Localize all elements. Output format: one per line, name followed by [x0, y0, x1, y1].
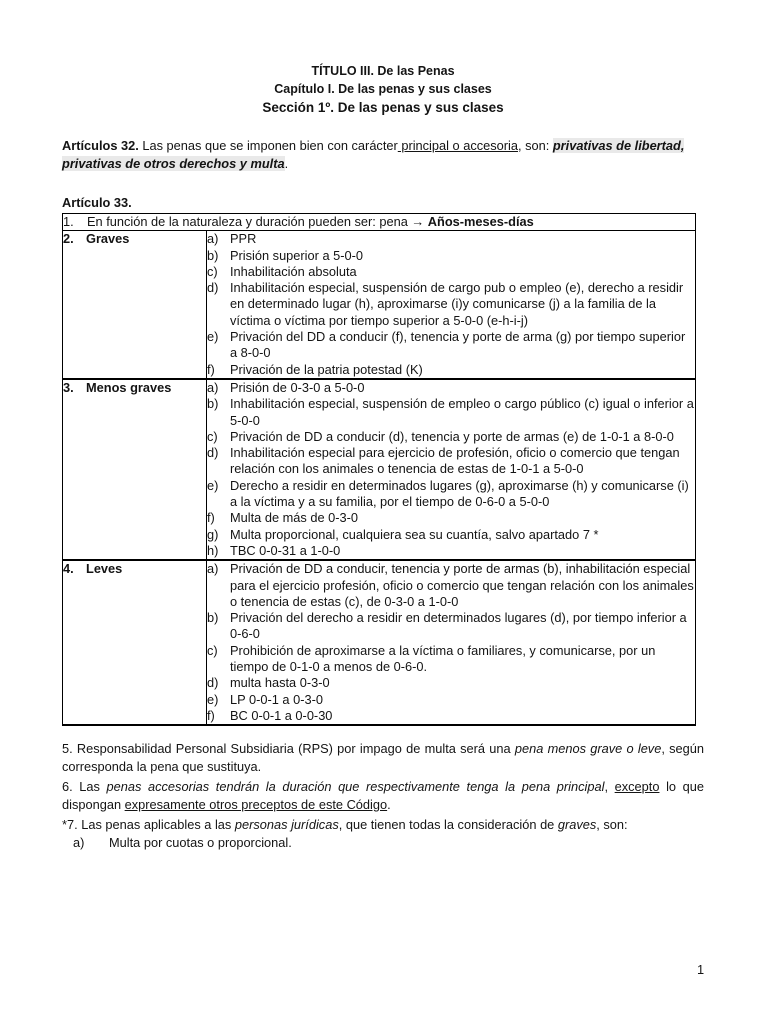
penalties-list [207, 231, 696, 379]
note-7-italic-graves: graves [557, 817, 597, 833]
note-5-italic: pena menos grave o leve [514, 741, 662, 757]
list-item [207, 561, 695, 610]
item-text: Inhabilitación especial, suspensión de cargo pub o empleo (e), derecho a residir en determinado lugar (h), aproximarse (i)y comunicarse (j) a la familia de la víctima o víctima por tiempo superior a 5-0-0 (e-h-i-j) [230, 280, 684, 328]
item-text: Prisión de 0-3-0 a 5-0-0 [230, 379, 365, 395]
list-item [207, 610, 695, 643]
article-32-emphasis: privativas de libertad, privativas de otros derechos y multa [62, 138, 685, 171]
note-6-text-2: , [604, 779, 615, 795]
list-item [207, 231, 695, 247]
category-label: Menos graves [86, 379, 172, 395]
item-marker: c) [207, 263, 218, 279]
list-item [207, 643, 695, 676]
list-item [207, 380, 695, 396]
category-number: 2. [63, 231, 74, 247]
list-item [207, 675, 695, 691]
list-item [207, 396, 695, 429]
table-row-graves [63, 231, 696, 379]
item-text: BC 0-0-1 a 0-0-30 [230, 707, 333, 723]
item-text: Privación del DD a conducir (f), tenencia y porte de arma (g) por tiempo superior a 8-0-0 [230, 329, 686, 361]
article-32-underlined: principal o accesoria [397, 138, 518, 153]
note-6-text-3: lo que dispongan [62, 779, 704, 813]
item-marker: d) [207, 675, 219, 691]
intro-text: En función de la naturaleza y duración pueden ser: pena → [87, 214, 428, 229]
category-cell [63, 379, 207, 560]
item-marker: b) [207, 610, 219, 626]
item-marker: b) [207, 247, 219, 263]
note-5-text: Responsabilidad Personal Subsidiaria (RPS) por impago de multa será una [72, 741, 515, 757]
table-row-menos-graves [63, 379, 696, 560]
list-item [207, 329, 695, 362]
item-text: Derecho a residir en determinados lugares (g), aproximarse (h) y comunicarse (i) a la víctima y a su familia, por el tiempo de 0-6-0 a 5-0-0 [230, 477, 689, 510]
item-text: Inhabilitación especial para ejercicio de profesión, oficio o comercio que tengan relación con los animales o tenencia de estas de 1-0-1 a 5-0-0 [230, 445, 680, 477]
chapter-heading: Capítulo I. De las penas y sus clases [274, 82, 492, 96]
page-content [62, 62, 704, 852]
item-text: PPR [230, 231, 257, 247]
penalties-table [62, 213, 696, 726]
penalties-list [207, 560, 696, 725]
item-text: multa hasta 0-3-0 [230, 675, 330, 691]
item-marker: f) [207, 510, 215, 526]
article-32-text-mid: , son: [517, 138, 553, 153]
article-33-label: Artículo 33. [62, 195, 132, 210]
note-5-text-after: , según corresponda la pena que sustituya. [62, 741, 704, 775]
item-marker: e) [207, 329, 219, 345]
category-label: Graves [86, 231, 130, 247]
note-6-underlined-excepto: excepto [614, 779, 660, 795]
item-text: Multa de más de 0-3-0 [230, 510, 359, 526]
note-6-italic: penas accesorias tendrán la duración que respectivamente tenga la pena principal [106, 779, 605, 795]
item-marker: f) [207, 707, 215, 723]
list-item [207, 510, 695, 526]
note-6-number: 6. [62, 779, 73, 795]
category-label: Leves [86, 561, 123, 577]
article-32-text: Las penas que se imponen bien con carácter [138, 138, 398, 153]
table-row-intro [63, 214, 696, 231]
item-text: Privación de DD a conducir (d), tenencia y porte de armas (e) de 1-0-1 a 8-0-0 [230, 428, 674, 444]
item-text: TBC 0-0-31 a 1-0-0 [230, 542, 341, 558]
item-marker: g) [207, 526, 219, 542]
section-heading: Sección 1º. De las penas y sus clases [262, 100, 504, 115]
category-number: 3. [63, 379, 74, 395]
notes-section [62, 740, 704, 852]
item-marker: e) [207, 691, 219, 707]
item-marker: c) [207, 428, 218, 444]
article-32-paragraph [62, 137, 704, 173]
category-number: 4. [63, 561, 74, 577]
note-7-text: Las penas aplicables a las [77, 817, 235, 833]
item-marker: d) [207, 280, 219, 296]
item-marker: d) [207, 445, 219, 461]
note-5-number: 5. [62, 741, 73, 757]
item-marker: f) [207, 361, 215, 377]
note-7-number: *7. [62, 817, 78, 833]
table-row-leves [63, 560, 696, 725]
note-7-text-2: , que tienen todas la consideración de [338, 817, 558, 833]
item-text: Privación de DD a conducir, tenencia y porte de armas (b), inhabilitación especial para el ejercicio profesión, oficio o comercio que tengan relación con los animales o tenencia de estas (c), de 0-3-0 a 1-0-0 [230, 561, 694, 609]
item-text: Privación del derecho a residir en determinados lugares (d), por tiempo inferior a 0-6-0 [230, 610, 687, 642]
note-7-list-item [62, 834, 704, 852]
list-item [207, 264, 695, 280]
article-32-label: Artículos 32. [62, 138, 139, 153]
item-marker: a) [207, 379, 219, 395]
note-7 [62, 816, 704, 852]
category-cell [63, 560, 207, 725]
item-marker: h) [207, 542, 219, 558]
list-item [207, 280, 695, 329]
item-marker: e) [207, 477, 219, 493]
item-text: Inhabilitación especial, suspensión de empleo o cargo público (c) igual o inferior a 5-0-0 [230, 396, 694, 428]
item-marker: a) [207, 561, 219, 577]
note-7-italic-personas: personas jurídicas [234, 817, 339, 833]
title-heading: TÍTULO III. De las Penas [311, 64, 455, 78]
list-item [207, 478, 695, 511]
item-text: Privación de la patria potestad (K) [230, 361, 423, 377]
list-item [207, 692, 695, 708]
item-marker: a) [73, 835, 85, 851]
item-text: LP 0-0-1 a 0-3-0 [230, 691, 323, 707]
intro-number: 1. [63, 214, 74, 229]
note-6-text: Las [72, 779, 107, 795]
item-text: Prisión superior a 5-0-0 [230, 247, 364, 263]
note-6-text-end: . [387, 797, 391, 813]
list-item [207, 445, 695, 478]
item-text: Inhabilitación absoluta [230, 263, 357, 279]
penalties-list [207, 379, 696, 560]
list-item [207, 527, 695, 543]
note-7-paragraph [62, 816, 704, 834]
category-cell [63, 231, 207, 379]
list-item [207, 362, 695, 378]
note-6 [62, 778, 704, 814]
list-item [207, 429, 695, 445]
article-32-text-end: . [284, 156, 289, 171]
item-text: Prohibición de aproximarse a la víctima o familiares, y comunicarse, por un tiempo de 0-1-0 a menos de 0-6-0. [230, 642, 656, 675]
intro-bold-text: Años-meses-días [427, 214, 534, 229]
intro-cell [63, 214, 696, 231]
note-6-underlined-preceptos: expresamente otros preceptos de este Código [124, 797, 388, 813]
item-marker: b) [207, 396, 219, 412]
item-text: Multa por cuotas o proporcional. [109, 835, 292, 851]
item-text: Multa proporcional, cualquiera sea su cuantía, salvo apartado 7 * [230, 526, 599, 542]
note-7-text-end: , son: [596, 817, 628, 833]
list-item [207, 248, 695, 264]
list-item [207, 708, 695, 724]
page-number: 1 [697, 962, 705, 977]
item-marker: a) [207, 231, 219, 247]
note-5 [62, 740, 704, 776]
list-item [207, 543, 695, 559]
item-marker: c) [207, 642, 218, 658]
